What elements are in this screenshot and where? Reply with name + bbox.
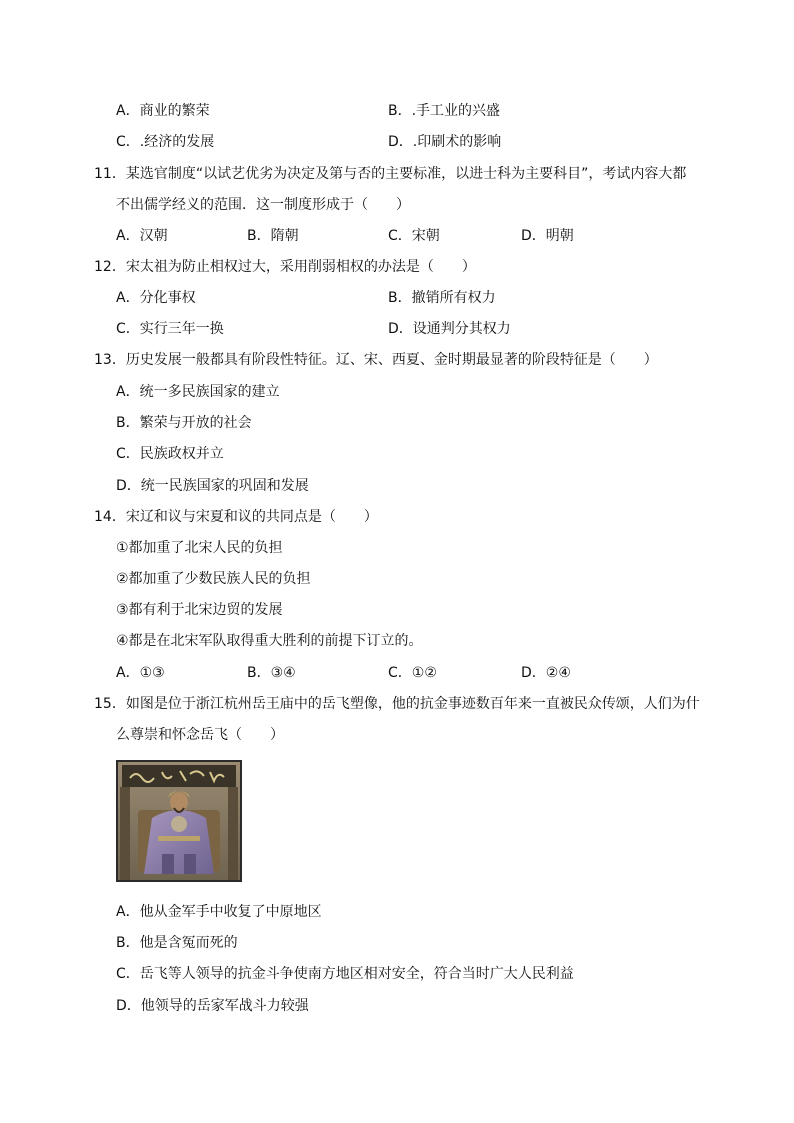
q13-option-c: C．民族政权并立 — [116, 446, 224, 462]
q15-option-a: A．他从金军手中收复了中原地区 — [116, 904, 322, 920]
chest-ornament — [171, 816, 187, 832]
q15-option-c: C．岳飞等人领导的抗金斗争使南方地区相对安全，符合当时广大人民利益 — [116, 966, 574, 982]
q15-stem-line1: 15．如图是位于浙江杭州岳王庙中的岳飞塑像，他的抗金事迹数百年来一直被民众传颂，人们为什 — [94, 696, 700, 712]
head — [170, 792, 188, 812]
q13-option-b: B．繁荣与开放的社会 — [116, 415, 252, 431]
q12-option-a: A．分化事权 — [116, 290, 196, 306]
q13-option-d: D．统一民族国家的巩固和发展 — [116, 478, 309, 494]
left-pillar — [120, 787, 130, 880]
q15-stem-line2: 么尊崇和怀念岳飞（ ） — [116, 727, 284, 743]
q10-option-d: D．.印刷术的影响 — [388, 134, 502, 150]
q12-option-b: B．撤销所有权力 — [388, 290, 496, 306]
q10-option-c: C．.经济的发展 — [116, 134, 215, 150]
q12-option-c: C．实行三年一换 — [116, 321, 224, 337]
q14-statement-2: ②都加重了少数民族人民的负担 — [116, 571, 311, 587]
q14-statement-3: ③都有利于北宋边贸的发展 — [116, 602, 283, 618]
yue-fei-statue-image — [116, 760, 242, 882]
q15-option-b: B．他是含冤而死的 — [116, 935, 238, 951]
belt — [158, 836, 200, 841]
statue-photo-svg — [118, 762, 240, 880]
q15-option-d: D．他领导的岳家军战斗力较强 — [116, 998, 309, 1014]
right-leg — [184, 854, 196, 874]
q11-option-d: D．明朝 — [521, 228, 574, 244]
q14-option-c: C．①② — [388, 665, 437, 681]
q11-stem-line2: 不出儒学经义的范围．这一制度形成于（ ） — [116, 197, 410, 213]
q14-statement-1: ①都加重了北宋人民的负担 — [116, 540, 283, 556]
q10-option-a: A．商业的繁荣 — [116, 103, 210, 119]
q13-stem: 13．历史发展一般都具有阶段性特征。辽、宋、西夏、金时期最显著的阶段特征是（ ） — [94, 352, 658, 368]
q11-option-b: B．隋朝 — [247, 228, 299, 244]
q12-option-d: D．设通判分其权力 — [388, 321, 511, 337]
q11-option-c: C．宋朝 — [388, 228, 440, 244]
left-leg — [162, 854, 174, 874]
q10-option-b: B．.手工业的兴盛 — [388, 103, 501, 119]
q14-option-d: D．②④ — [521, 665, 571, 681]
q11-option-a: A．汉朝 — [116, 228, 168, 244]
q11-stem-line1: 11．某选官制度“以试艺优劣为决定及第与否的主要标准，以进士科为主要科目”，考试内容大都 — [94, 166, 687, 182]
q14-option-b: B．③④ — [247, 665, 296, 681]
q14-option-a: A．①③ — [116, 665, 165, 681]
q14-statement-4: ④都是在北宋军队取得重大胜利的前提下订立的。 — [116, 633, 423, 649]
q13-option-a: A．统一多民族国家的建立 — [116, 384, 280, 400]
right-pillar — [228, 787, 238, 880]
q12-stem: 12．宋太祖为防止相权过大，采用削弱相权的办法是（ ） — [94, 259, 476, 275]
q14-stem: 14．宋辽和议与宋夏和议的共同点是（ ） — [94, 509, 378, 525]
